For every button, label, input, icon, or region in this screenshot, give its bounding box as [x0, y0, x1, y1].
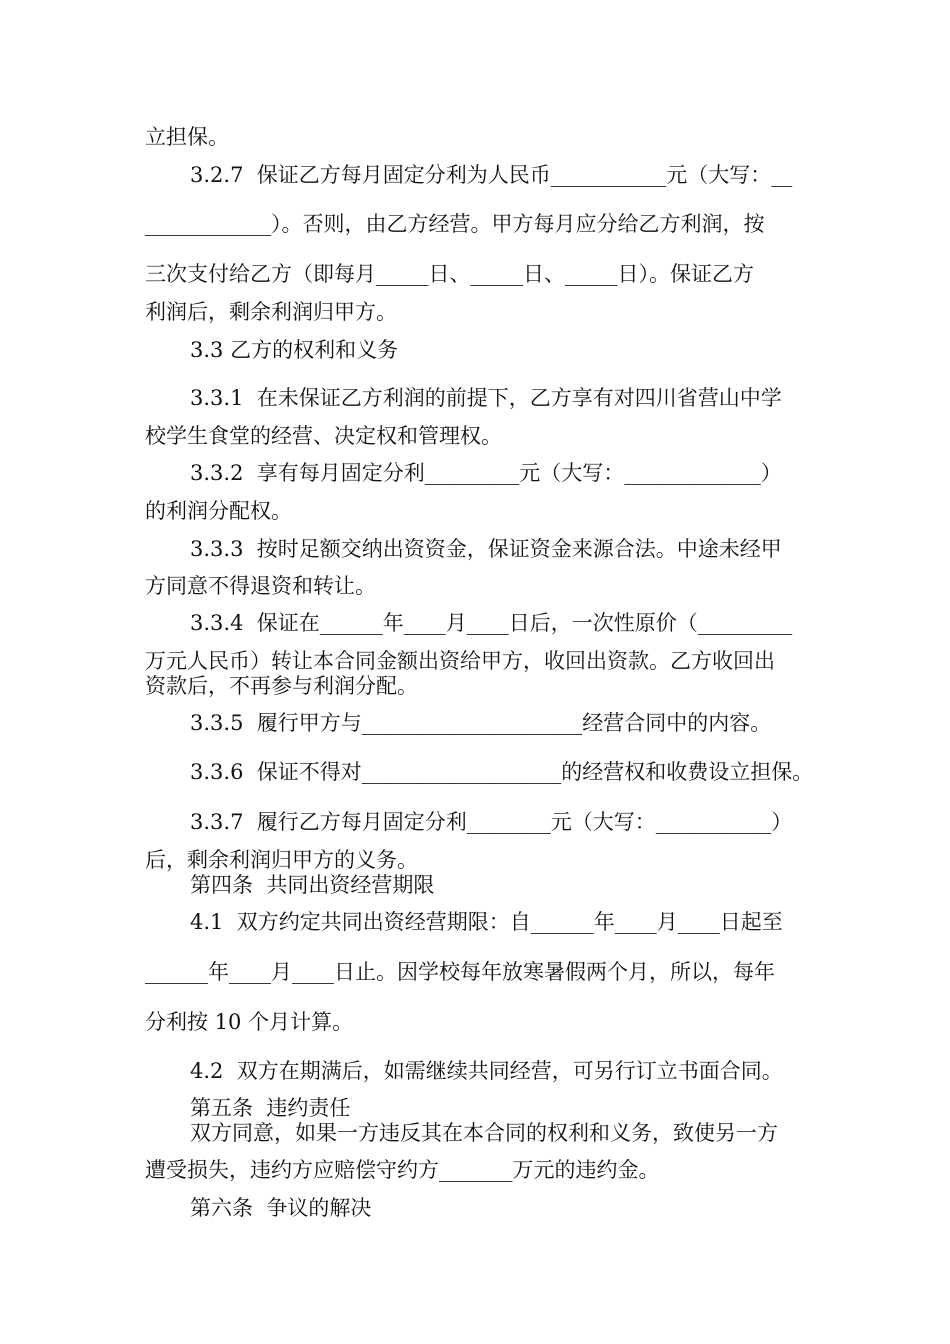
article-5-heading: 第五条 违约责任 [190, 1096, 351, 1120]
paragraph-line: 校学生食堂的经营、决定权和管理权。 [145, 424, 502, 448]
clause-3-3-1: 3.3.1 在未保证乙方利润的前提下，乙方享有对四川省营山中学 [190, 386, 782, 410]
paragraph-line: ____________）。否则，由乙方经营。甲方每月应分给乙方利润，按 [145, 212, 765, 236]
clause-4-1: 4.1 双方约定共同出资经营期限：自______年____月____日起至 [190, 910, 783, 934]
clause-3-3-2: 3.3.2 享有每月固定分利_________元（大写：_____________） [190, 461, 782, 485]
paragraph-line: 资款后，不再参与利润分配。 [145, 674, 418, 698]
paragraph-line: 立担保。 [145, 125, 229, 149]
paragraph-line: 三次支付给乙方（即每月_____日、_____日、_____日）。保证乙方 [145, 262, 754, 286]
paragraph-line: 利润后，剩余利润归甲方。 [145, 300, 397, 324]
paragraph-line: 的利润分配权。 [145, 499, 292, 523]
paragraph-line: ______年____月____日止。因学校每年放寒暑假两个月，所以，每年 [145, 960, 775, 984]
paragraph-line: 方同意不得退资和转让。 [145, 574, 376, 598]
clause-3-3-4: 3.3.4 保证在______年____月____日后，一次性原价（_________ [190, 611, 793, 635]
clause-3-3-7: 3.3.7 履行乙方每月固定分利________元（大写：___________） [190, 810, 793, 834]
clause-3-3-6: 3.3.6 保证不得对___________________的经营权和收费设立担保。 [190, 760, 814, 784]
paragraph-line: 双方同意，如果一方违反其在本合同的权利和义务，致使另一方 [190, 1121, 778, 1145]
paragraph-line: 遭受损失，违约方应赔偿守约方_______万元的违约金。 [145, 1158, 660, 1182]
article-4-heading: 第四条 共同出资经营期限 [190, 873, 435, 897]
clause-3-3-5: 3.3.5 履行甲方与_____________________经营合同中的内容。 [190, 711, 772, 735]
clause-4-2: 4.2 双方在期满后，如需继续共同经营，可另行订立书面合同。 [190, 1059, 783, 1083]
section-heading-3-3: 3.3 乙方的权利和义务 [190, 338, 399, 362]
clause-3-3-3: 3.3.3 按时足额交纳出资资金，保证资金来源合法。中途未经甲 [190, 537, 782, 561]
paragraph-line: 万元人民币）转让本合同金额出资给甲方，收回出资款。乙方收回出 [145, 649, 775, 673]
clause-3-2-7: 3.2.7 保证乙方每月固定分利为人民币___________元（大写：__ [190, 163, 793, 187]
paragraph-line: 分利按 10 个月计算。 [145, 1010, 354, 1034]
paragraph-line: 后，剩余利润归甲方的义务。 [145, 848, 418, 872]
article-6-heading: 第六条 争议的解决 [190, 1196, 372, 1220]
